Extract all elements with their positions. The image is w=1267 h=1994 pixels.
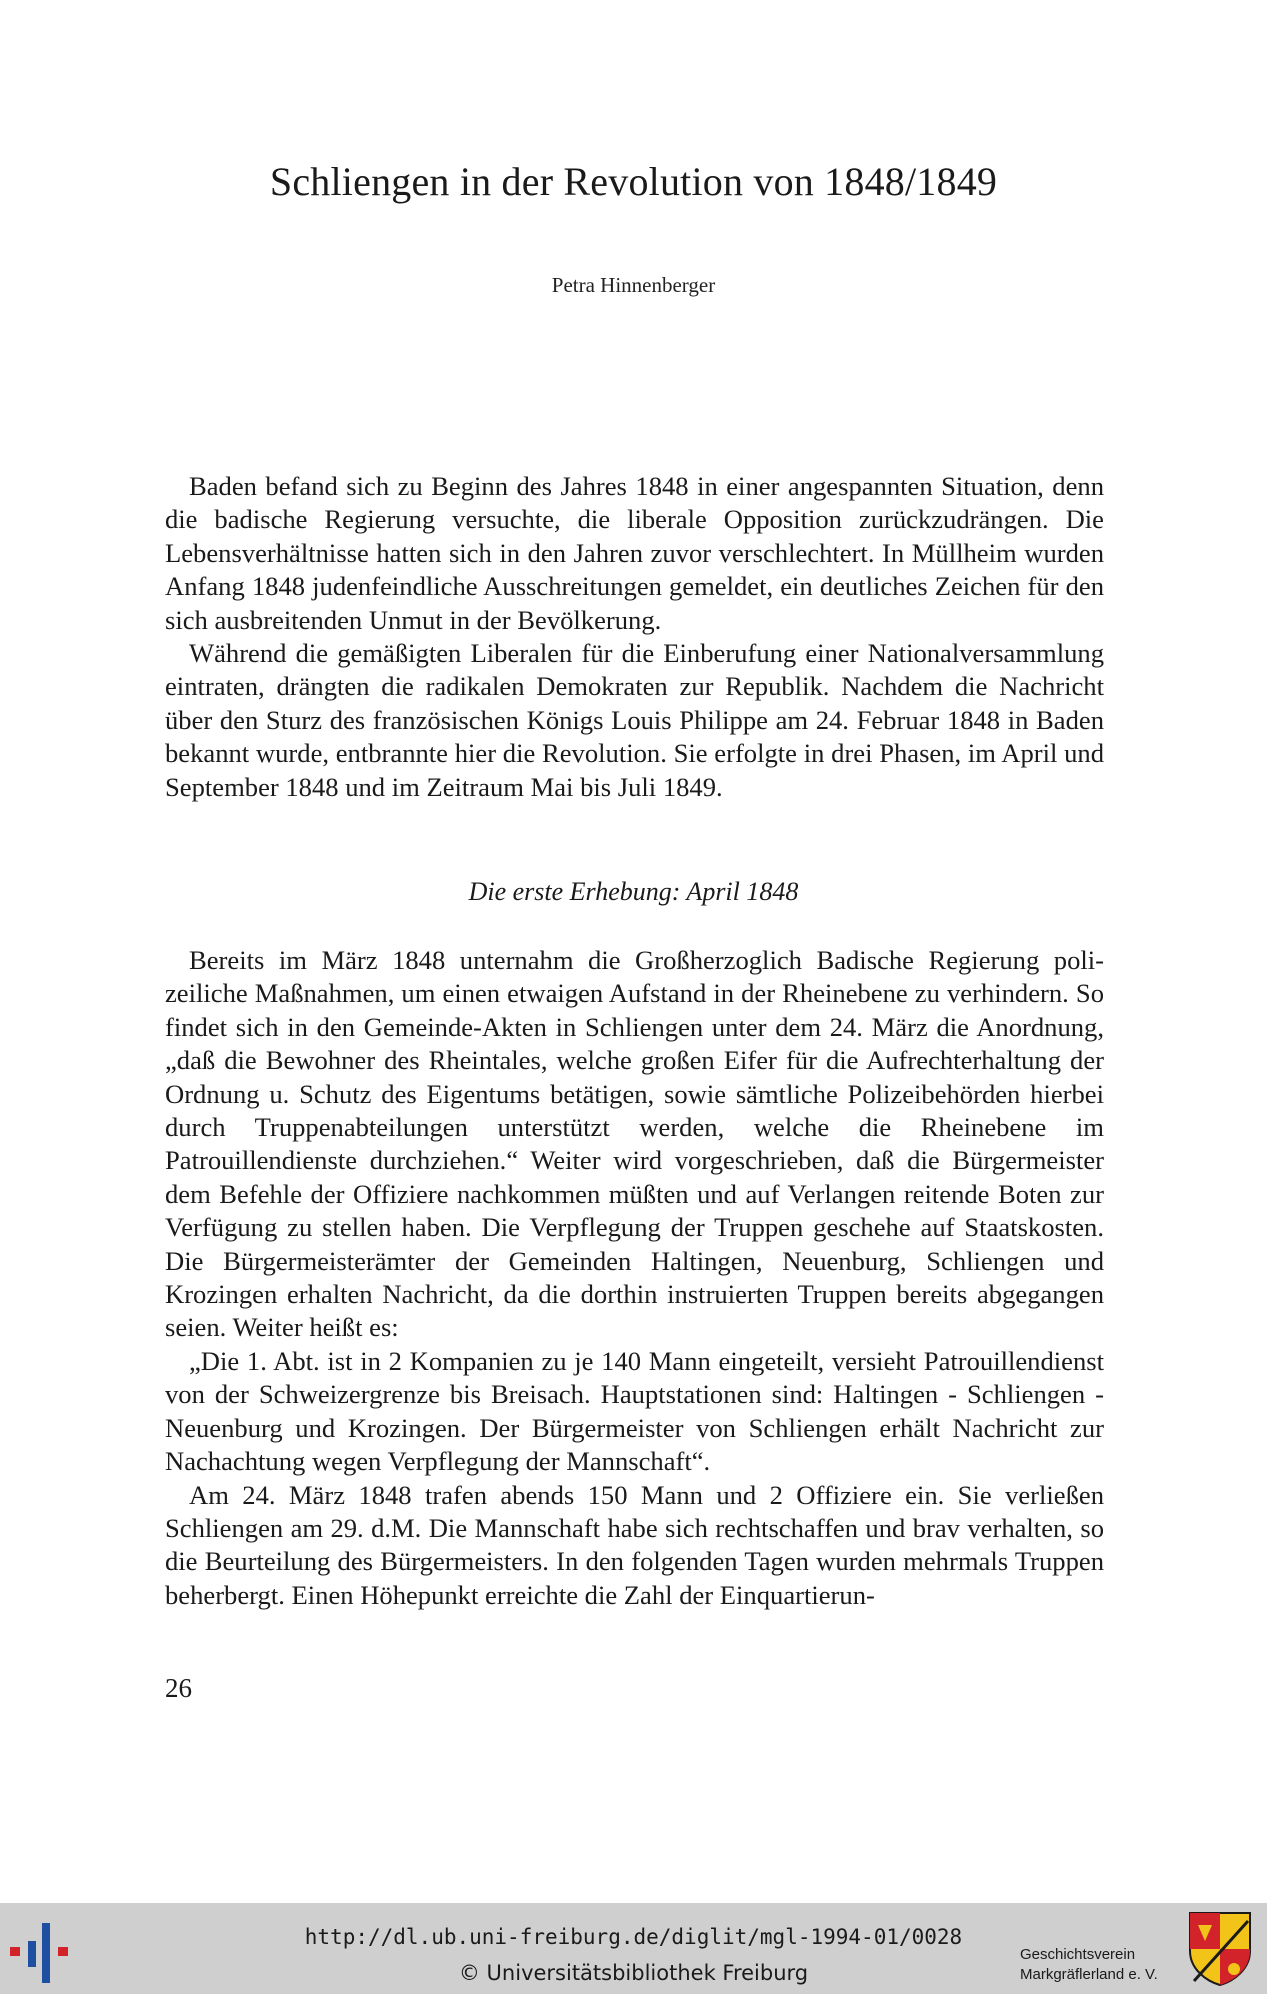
- page-number: 26: [165, 1673, 192, 1703]
- intro-text-block: [165, 470, 1104, 804]
- paragraph: Bereits im März 1848 unternahm die Großherzoglich Badische Regierung polizeiliche Maßnahmen, um einen etwaigen Aufstand in der Rheinebene zu verhindern. So findet sich in den Gemeinde-Akten in Schliengen unter dem 24. März die Anordnung, „daß die Bewohner des Rheintales, welche großen Eifer für die Aufrechterhaltung der Ordnung u. Schutz des Eigentums betätigen, sowie sämtliche Polizeibehörden hierbei durch Truppenabteilungen unterstützt werden, welche die Rheinebene im Patrouillendienste durchziehen.“ Weiter wird vorgeschrieben, daß die Bürgermeister dem Befehle der Offiziere nachkommen müßten und auf Verlangen reitende Boten zur Verfügung zu stellen haben. Die Verpflegung der Truppen geschehe auf Staatskosten. Die Bürgermeisterämter der Gemeinden Haltingen, Neuenburg, Schliengen und Krozingen erhalten Nachricht, da die dorthin instruierten Truppen bereits abgegangen seien. Weiter heißt es:: [165, 945, 1104, 1343]
- page-title: Schliengen in der Revolution von 1848/1849: [269, 159, 998, 204]
- source-url-link[interactable]: http://dl.ub.uni-freiburg.de/diglit/mgl-1994-01/0028: [304, 1925, 963, 1949]
- society-name-line2: Markgräflerland e. V.: [1020, 1966, 1158, 1983]
- paragraph: Während die gemäßigten Liberalen für die Einberufung einer Nationalversammlung eintraten, drängten die radikalen Demokraten zur Republik. Nachdem die Nachricht über den Sturz des französischen Königs Louis Philippe am 24. Februar 1848 in Baden bekannt wurde, entbrannte hier die Revolution. Sie erfolgte in drei Phasen, im April und September 1848 und im Zeitraum Mai bis Juli 1849.: [165, 638, 1104, 802]
- section-heading: Die erste Erhebung: April 1848: [468, 877, 799, 906]
- main-text-block: [165, 944, 1104, 1612]
- quote-paragraph: „Die 1. Abt. ist in 2 Kompanien zu je 140 Mann eingeteilt, versieht Patrouillendienst von der Schweizergrenze bis Breisach. Hauptstationen sind: Haltingen - Schliengen - Neuenburg und Krozingen. Der Bürgermeister von Schliengen erhält Nachricht zur Nachachtung wegen Verpflegung der Mannschaft“.: [165, 1345, 1104, 1477]
- author-name: Petra Hinnenberger: [551, 273, 716, 297]
- copyright-text: © Universitätsbibliothek Freiburg: [458, 1961, 809, 1985]
- paragraph: Baden befand sich zu Beginn des Jahres 1848 in einer angespannten Situation, denn die badische Regierung versuchte, die liberale Opposition zurückzudrängen. Die Lebensverhältnisse hatten sich in den Jahren zuvor verschlechtert. In Müllheim wurden Anfang 1848 judenfeindliche Ausschreitungen gemeldet, ein deutliches Zeichen für den sich ausbreitenden Unmut in der Bevölkerung.: [165, 471, 1104, 635]
- society-name-line1: Geschichtsverein: [1020, 1946, 1136, 1963]
- paragraph: Am 24. März 1848 trafen abends 150 Mann und 2 Offiziere ein. Sie verließen Schliengen am 29. d.M. Die Mannschaft habe sich rechtschaffen und brav verhalten, so die Beurteilung des Bürgermeisters. In den folgenden Tagen wurden mehrmals Truppen beherbergt. Einen Höhepunkt erreichte die Zahl der Einquartierun-: [165, 1479, 1104, 1610]
- coat-of-arms-icon: [1188, 1911, 1252, 1987]
- footer-bar: [0, 1903, 1267, 1994]
